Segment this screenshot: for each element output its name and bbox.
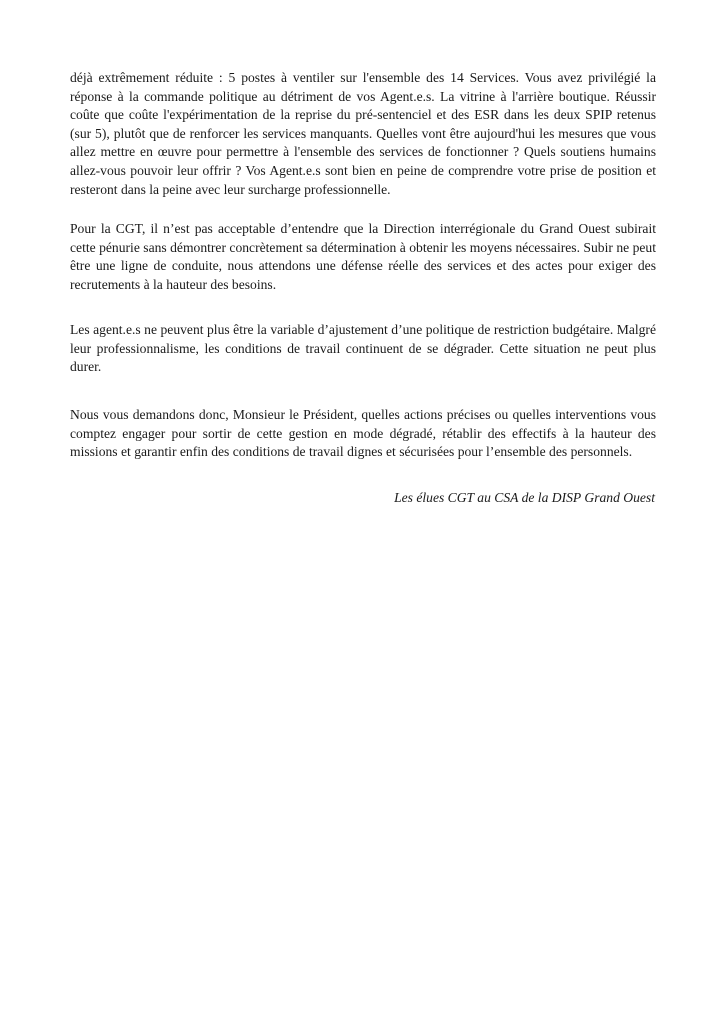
paragraph-working-conditions: Les agent.e.s ne peuvent plus être la variable d’ajustement d’une politique de restriction budgétaire. Malgré leur professionnalisme, les conditions de travail continuent de se dégrader. Cette situation ne peut plus durer. (70, 322, 656, 375)
paragraph-cgt-position: Pour la CGT, il n’est pas acceptable d’entendre que la Direction interrégionale du Grand Ouest subirait cette pénurie sans démontrer concrètement sa détermination à obtenir les moyens nécessaires. Subir ne peut être une ligne de conduite, nous attendons une défense réelle des services et des actes pour exiger des recrutements à la hauteur des besoins. (70, 221, 656, 292)
signature: Les élues CGT au CSA de la DISP Grand Ouest (394, 490, 655, 505)
paragraph-request: Nous vous demandons donc, Monsieur le Président, quelles actions précises ou quelles interventions vous comptez engager pour sortir de cette gestion en mode dégradé, rétablir des effectifs à la hauteur des missions et garantir enfin des conditions de travail dignes et sécurisées pour l’ensemble des personnels. (70, 407, 656, 460)
paragraph-staffing: déjà extrêmement réduite : 5 postes à ventiler sur l'ensemble des 14 Services. Vous avez privilégié la réponse à la commande politique au détriment de vos Agent.e.s. La vitrine à l'arrière boutique. Réussir coûte que coûte l'expérimentation de la reprise du pré-sentenciel et des ESR dans les deux SPIP retenus (sur 5), plutôt que de renforcer les services manquants. Quelles vont être aujourd'hui les mesures que vous allez mettre en œuvre pour permettre à l'ensemble des services de fonctionner ? Quels soutiens humains allez-vous pouvoir leur offrir ? Vos Agent.e.s sont bien en peine de comprendre votre prise de position et resteront dans la peine avec leur surcharge professionnelle. (70, 70, 656, 197)
